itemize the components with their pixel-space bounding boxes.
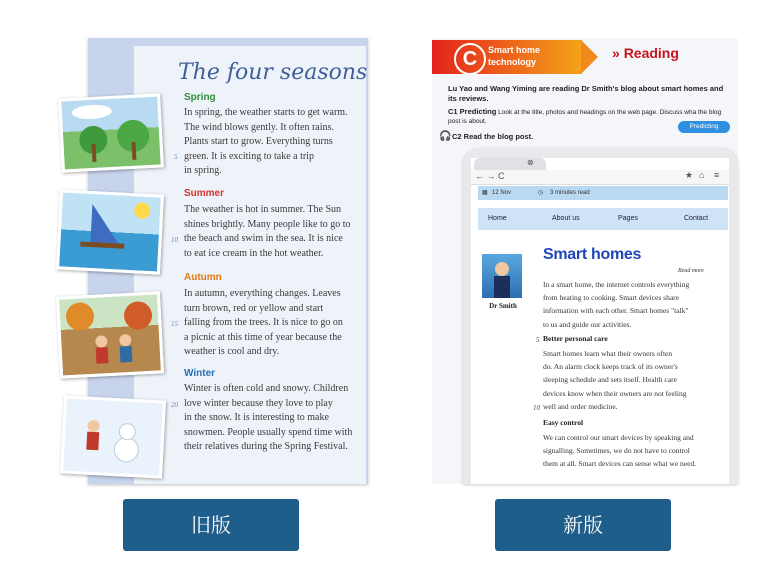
line-number: 10 (171, 236, 178, 244)
double-chevron-icon: » (612, 45, 620, 61)
season-text-autumn: In autumn, everything changes. Leaves turn brown, red or yellow and start falling from the trees. It is nice to go on a picnic at this time of year because the weather is cool and dry. (184, 288, 343, 357)
line-number: 5 (174, 153, 178, 161)
person-icon (482, 254, 522, 298)
nav-home[interactable]: Home (488, 215, 507, 222)
spring-illustration (58, 93, 164, 172)
season-text-summer: The weather is hot in summer. The Sun shines brightly. Many people like to go to the beach and swim in the sea. It is nice to eat ice cream in the hot weather. (184, 204, 351, 259)
blog-heading-easy-control: Easy control (543, 418, 584, 427)
banner-arrow-shape (581, 40, 598, 74)
intro-text: Lu Yao and Wang Yiming are reading Dr Smith's blog about smart homes and its reviews. (448, 84, 724, 103)
site-nav (478, 208, 728, 230)
nav-arrows[interactable]: ← → C (475, 171, 505, 181)
home-icon[interactable]: ⌂ (699, 170, 705, 180)
blog-heading-personal-care: Better personal care (543, 334, 608, 343)
picnic-scene-icon (59, 294, 161, 375)
post-date: 12 Nov (492, 190, 512, 196)
blog-paragraph-1: In a smart home, the internet controls everything from heating to cooking. Smart devices share information with each other. Smart homes "talk" to us and guide our activities. (543, 280, 690, 329)
task-c1-text: Look at the title, photos and headings on the web page. Discuss wha the blog post is about. (448, 109, 722, 125)
browser-toolbar (471, 170, 729, 185)
unit-topic: Smart home technology (488, 45, 541, 67)
read-more-link[interactable]: Read more (678, 268, 704, 274)
season-text-winter: Winter is often cold and snowy. Children love winter because they love to play in the snow. It is interesting to make snowmen. People usually spend time with their relatives during the Spring Festival. (184, 383, 353, 452)
summer-illustration (56, 189, 164, 274)
predicting-chip[interactable]: Predicting (678, 121, 730, 133)
new-version-button[interactable]: 新版 (495, 499, 671, 551)
section-label: » Reading (612, 45, 679, 61)
close-icon[interactable]: ⊗ (527, 158, 534, 167)
autumn-illustration (56, 291, 164, 378)
unit-letter-badge: C (454, 43, 486, 75)
calendar-icon: ▦ (482, 190, 488, 196)
old-edition-title: The four seasons (178, 60, 368, 85)
line-number: 20 (171, 401, 178, 409)
line-number: 15 (171, 320, 178, 328)
menu-icon[interactable]: ≡ (714, 170, 720, 180)
blog-title: Smart homes (543, 246, 642, 263)
author-name: Dr Smith (489, 302, 517, 310)
blog-paragraph-2: Smart homes learn what their owners often do. An alarm clock keeps track of its owner's sleeping schedule and sets itself. Health care devices know when their owners are not feeling well and order medicine. (543, 349, 687, 411)
clock-icon: ◷ (538, 190, 544, 196)
task-c1-label: C1 Predicting (448, 107, 497, 116)
line-number: 5 (536, 336, 540, 344)
bookmark-icon[interactable]: ★ (685, 170, 694, 180)
author-avatar (482, 254, 522, 298)
browser-tab[interactable] (474, 158, 546, 170)
headphones-icon[interactable]: 🎧 (439, 131, 452, 142)
season-heading-summer: Summer (184, 188, 225, 199)
task-c2: C2 Read the blog post. (452, 132, 534, 141)
season-text-spring: In spring, the weather starts to get warm. The wind blows gently. It often rains. Plants start to grow. Everything turns green. It is exciting to take a trip in spring. (184, 107, 348, 176)
nav-about-us[interactable]: About us (552, 215, 580, 222)
nav-pages[interactable]: Pages (618, 215, 638, 222)
snowman-scene-icon (63, 399, 163, 476)
old-version-button[interactable]: 旧版 (123, 499, 299, 551)
sailboat-icon (59, 192, 161, 271)
blog-paragraph-3: We can control our smart devices by speaking and signalling. Sometimes, we do not have to control them at all. Smart devices can sense what we need. (543, 433, 697, 469)
winter-illustration (60, 395, 166, 478)
season-heading-autumn: Autumn (184, 272, 222, 283)
season-heading-spring: Spring (184, 92, 216, 103)
spring-scene-icon (61, 97, 160, 170)
line-number: 10 (533, 404, 540, 412)
nav-contact[interactable]: Contact (684, 215, 709, 222)
read-time: 3 minutes read (550, 190, 590, 196)
season-heading-winter: Winter (184, 368, 216, 379)
post-meta-bar (478, 186, 728, 200)
